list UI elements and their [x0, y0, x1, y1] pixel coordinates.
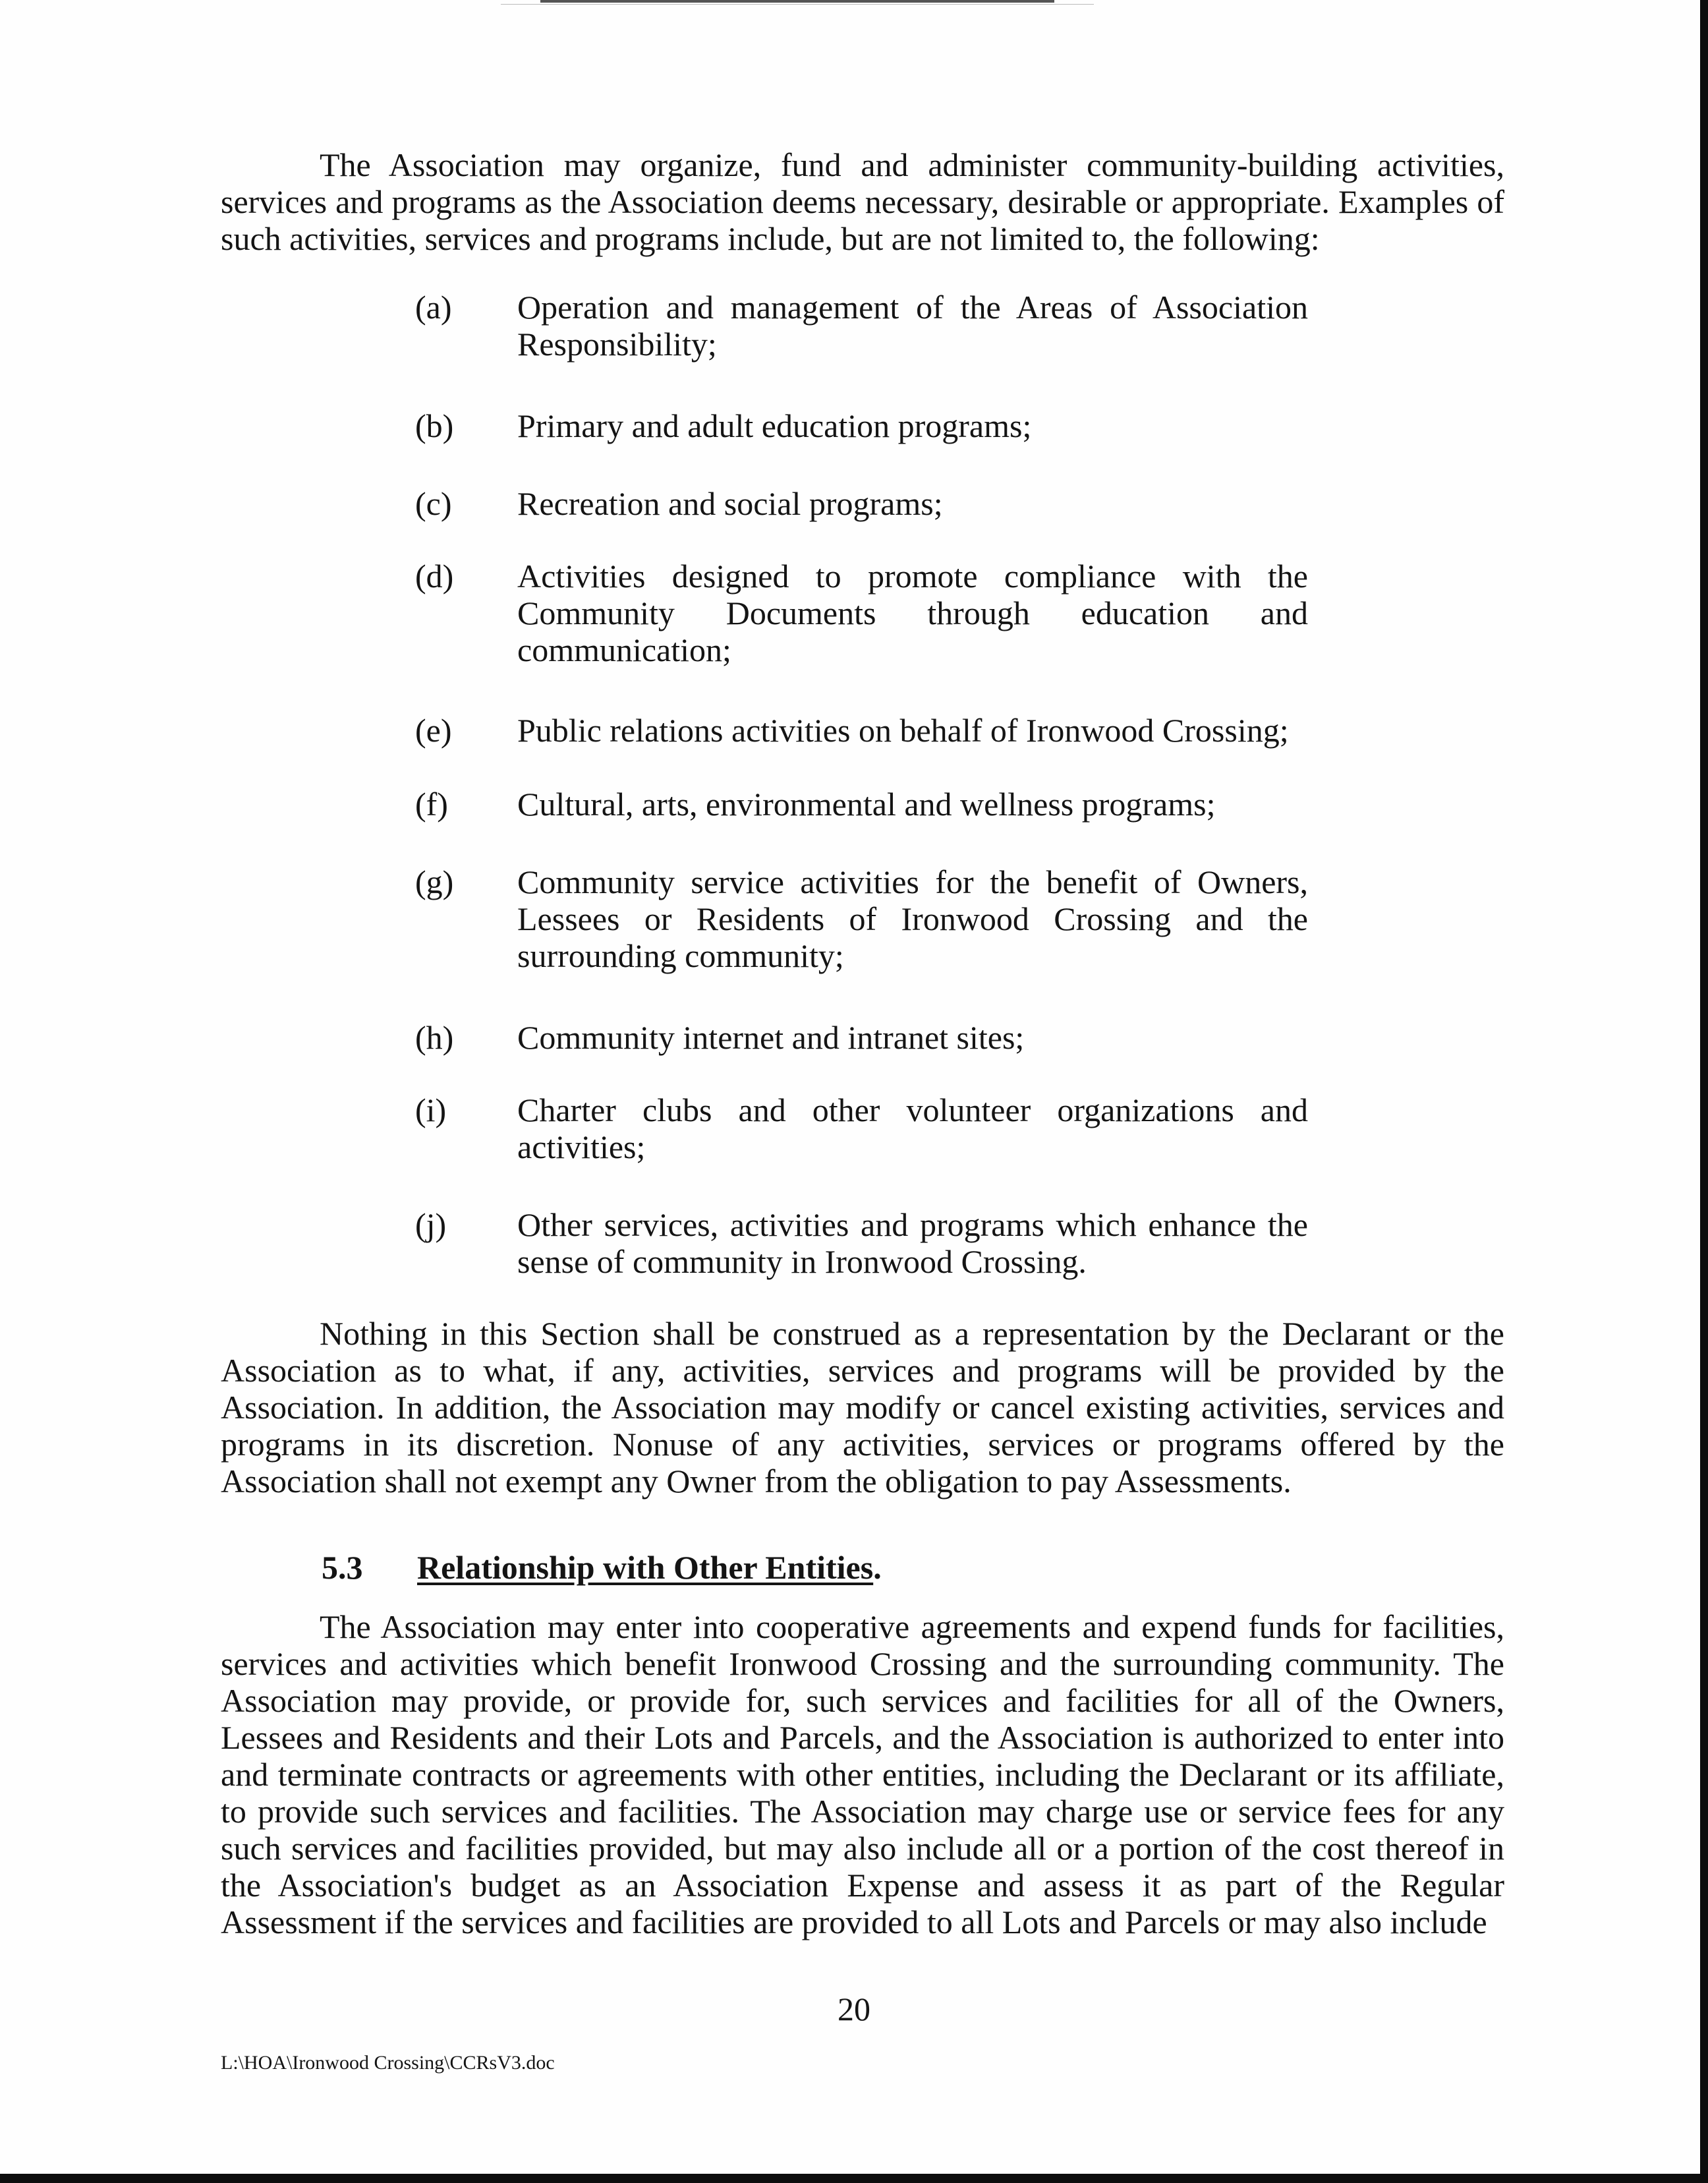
list-item-label: (c)	[415, 485, 452, 522]
disclaimer-paragraph: Nothing in this Section shall be construed as a representation by the Declarant or the Association as to what, if any, activities, services and programs will be provided by the Association. In addition, the Association may modify or cancel existing activities, services and programs in its discretion. Nonuse of any activities, services or programs offered by the Association shall not exempt any Owner from the obligation to pay Assessments.	[221, 1315, 1504, 1499]
list-item-text: Community service activities for the benefit of Owners, Lessees or Residents of Ironwood Crossing and the surrounding community;	[517, 863, 1308, 974]
section-number: 5.3	[322, 1549, 363, 1586]
list-item-label: (b)	[415, 407, 454, 444]
list-item-text: Other services, activities and programs which enhance the sense of community in Ironwood Crossing.	[517, 1206, 1308, 1280]
list-item-text: Charter clubs and other volunteer organizations and activities;	[517, 1092, 1308, 1165]
page-number: 20	[838, 1991, 870, 2027]
scan-top-rule	[540, 0, 1054, 3]
section-title-period: .	[873, 1549, 882, 1586]
list-item-text: Cultural, arts, environmental and wellness programs;	[517, 786, 1216, 823]
list-item-label: (j)	[415, 1206, 447, 1243]
list-item-label: (d)	[415, 558, 454, 595]
list-item-label: (h)	[415, 1019, 454, 1056]
list-item-label: (f)	[415, 786, 448, 823]
list-item-text: Operation and management of the Areas of Association Responsibility;	[517, 289, 1308, 363]
scan-top-rule-faint	[501, 4, 1094, 5]
list-item-text: Recreation and social programs;	[517, 485, 943, 522]
list-item-text: Activities designed to promote compliance with the Community Documents through education and communication;	[517, 558, 1308, 668]
section-title	[417, 1549, 882, 1586]
list-item-text: Community internet and intranet sites;	[517, 1019, 1025, 1056]
section-title-text: Relationship with Other Entities	[417, 1549, 874, 1586]
list-item-label: (e)	[415, 712, 452, 749]
intro-paragraph: The Association may organize, fund and administer community-building activities, services and programs as the Association deems necessary, desirable or appropriate. Examples of such activities, services and programs include, but are not limited to, the following:	[221, 146, 1504, 257]
footer-file-path: L:\HOA\Ironwood Crossing\CCRsV3.doc	[221, 2052, 555, 2074]
section-body-paragraph: The Association may enter into cooperative agreements and expend funds for facilities, services and activities which benefit Ironwood Crossing and the surrounding community. The Association may provide, or provide for, such services and facilities for all of the Owners, Lessees and Residents and their Lots and Parcels, and the Association is authorized to enter into and terminate contracts or agreements with other entities, including the Declarant or its affiliate, to provide such services and facilities. The Association may charge use or service fees for any such services and facilities provided, but may also include all or a portion of the cost thereof in the Association's budget as an Association Expense and assess it as part of the Regular Assessment if the services and facilities are provided to all Lots and Parcels or may also include	[221, 1608, 1504, 1940]
list-item-label: (a)	[415, 289, 452, 326]
scan-border-bottom	[0, 2174, 1708, 2183]
scan-border-right	[1700, 0, 1708, 2183]
list-item-label: (i)	[415, 1092, 447, 1128]
list-item-text: Primary and adult education programs;	[517, 407, 1032, 444]
list-item-text: Public relations activities on behalf of Ironwood Crossing;	[517, 712, 1289, 749]
list-item-label: (g)	[415, 863, 454, 900]
